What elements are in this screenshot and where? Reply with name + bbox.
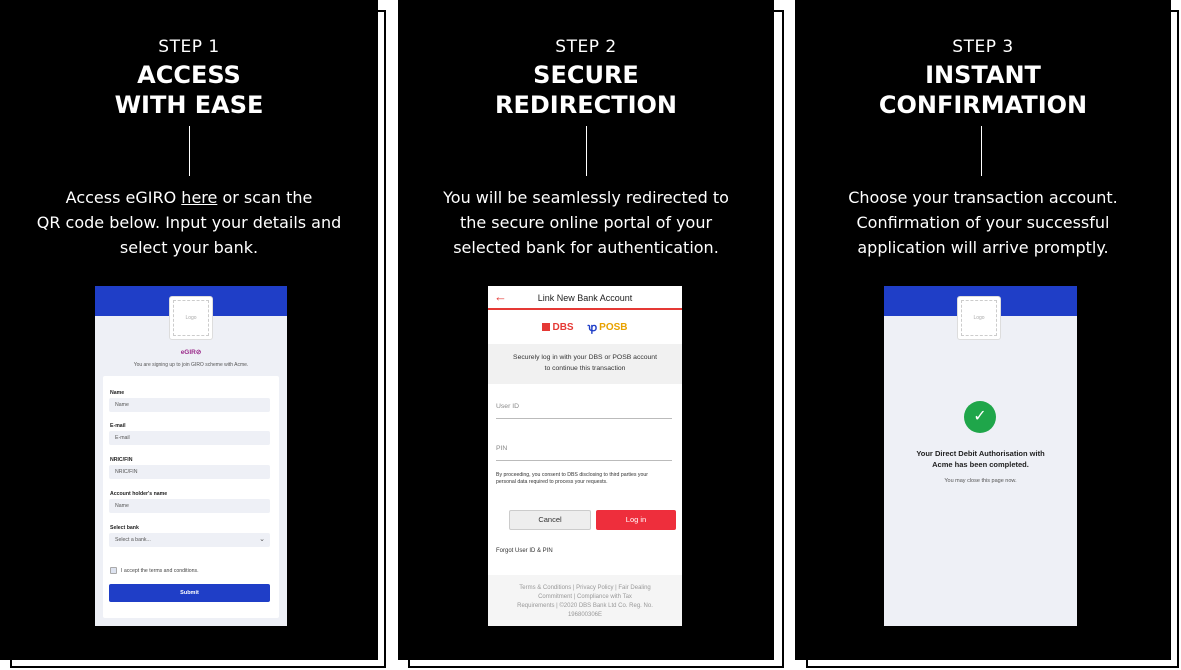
step2-title: SECURE REDIRECTION — [494, 61, 677, 119]
consent-disclaimer: By proceeding, you consent to DBS disclosing to third parties your personal data required to process your requests. — [496, 472, 648, 485]
nric-field[interactable]: NRIC/FIN — [109, 465, 270, 479]
egiro-subtitle: You are signing up to join GIRO scheme with Acme. — [133, 362, 249, 368]
confirmation-screenshot — [884, 286, 1077, 626]
success-check-icon: ✓ — [964, 401, 996, 433]
success-message: Your Direct Debit Authorisation with Acme has been completed. — [916, 449, 1045, 469]
step3-divider — [981, 126, 982, 176]
bank-logos — [488, 319, 682, 335]
dbs-mark-icon — [542, 323, 550, 331]
bank-login-screenshot — [488, 286, 682, 626]
egiro-form-screenshot — [95, 286, 287, 626]
bank-legal-footer: Terms & Conditions | Privacy Policy | Fair Dealing Commitment | Compliance with Tax Requirements | ©2020 DBS Bank Ltd Co. Reg. No. 196800306E — [488, 575, 682, 626]
step1-title: ACCESS WITH EASE — [114, 61, 264, 119]
close-page-note: You may close this page now. — [944, 478, 1017, 484]
select-bank-dropdown[interactable]: Select a bank... ⌄ — [109, 533, 270, 547]
egiro-here-link[interactable]: here — [181, 188, 218, 207]
pin-input[interactable]: PIN — [496, 445, 672, 461]
terms-label: I accept the terms and conditions. — [121, 568, 199, 574]
step2-label: STEP 2 — [555, 37, 617, 57]
posb-mark-icon: ꝕ — [587, 321, 598, 334]
step3-title: INSTANT CONFIRMATION — [878, 61, 1088, 119]
forgot-credentials-link[interactable]: Forgot User ID & PIN — [496, 548, 553, 554]
account-holder-label: Account holder's name — [110, 491, 168, 497]
user-id-input[interactable]: User ID — [496, 403, 672, 419]
merchant-logo: Logo — [957, 296, 1001, 340]
login-button[interactable]: Log in — [596, 510, 676, 530]
account-holder-field[interactable]: Name — [109, 499, 270, 513]
step2-description: You will be seamlessly redirected to the secure online portal of your selected bank for authentication. — [443, 188, 729, 257]
step2-divider — [586, 126, 587, 176]
back-arrow-icon[interactable]: ← — [494, 289, 507, 304]
select-bank-label: Select bank — [110, 525, 139, 531]
step2-card — [398, 0, 774, 660]
step1-label: STEP 1 — [158, 37, 220, 57]
name-label: Name — [110, 390, 125, 396]
chevron-down-icon: ⌄ — [259, 536, 265, 543]
bank-login-title: Link New Bank Account — [537, 293, 633, 303]
step3-description: Choose your transaction account. Confirmation of your successful application will arrive promptly. — [848, 188, 1118, 257]
step1-card — [0, 0, 378, 660]
step1-divider — [189, 126, 190, 176]
login-instruction-banner: Securely log in with your DBS or POSB account to continue this transaction — [488, 344, 682, 384]
step3-label: STEP 3 — [952, 37, 1014, 57]
egiro-form — [103, 376, 279, 618]
egiro-brand: eGIR⊘ — [180, 349, 202, 356]
email-field[interactable]: E-mail — [109, 431, 270, 445]
submit-button[interactable]: Submit — [109, 584, 270, 602]
nric-label: NRIC/FIN — [110, 457, 133, 463]
posb-logo: ꝕ POSB — [587, 321, 628, 334]
terms-checkbox[interactable] — [110, 567, 117, 574]
name-field[interactable]: Name — [109, 398, 270, 412]
step1-description: Access eGIRO here or scan the QR code below. Input your details and select your bank. — [36, 188, 342, 257]
merchant-logo: Logo — [169, 296, 213, 340]
confirmation-body — [884, 316, 1077, 626]
step3-card — [795, 0, 1171, 660]
email-label: E-mail — [110, 423, 126, 429]
dbs-logo: DBS — [542, 322, 573, 333]
cancel-button[interactable]: Cancel — [509, 510, 591, 530]
bank-login-header — [488, 286, 682, 310]
